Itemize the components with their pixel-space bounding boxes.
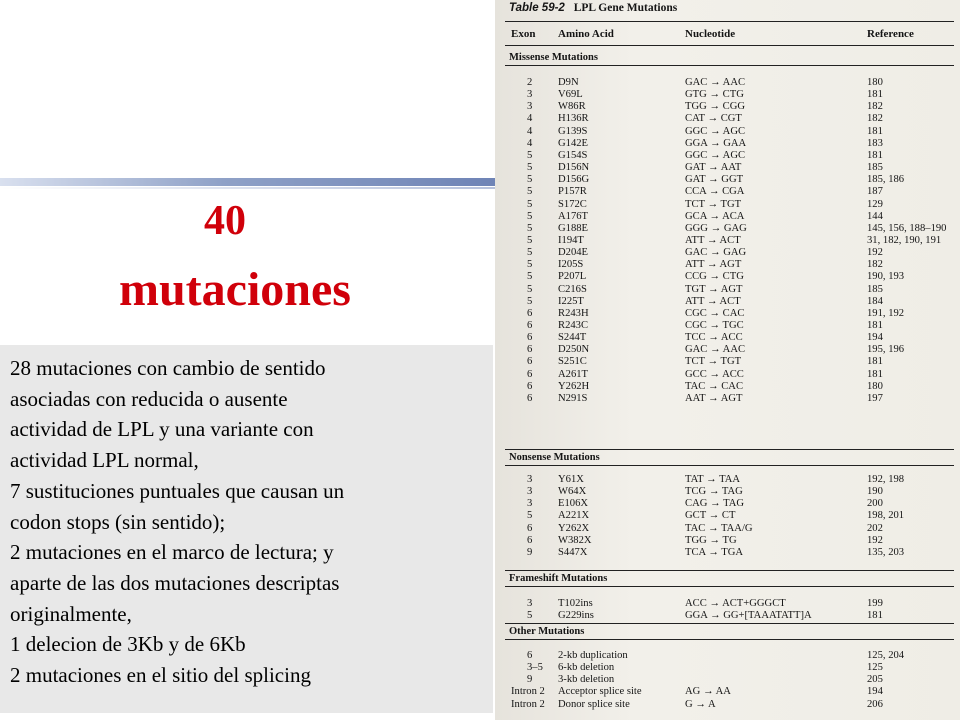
cell-nucleotide: CGC → TGC	[685, 320, 744, 331]
summary-line: originalmente,	[10, 601, 132, 626]
cell-nucleotide: TGG → CGG	[685, 101, 746, 113]
decorative-gradient-line-secondary	[0, 187, 495, 189]
cell-reference: 187	[867, 186, 883, 198]
cell-nucleotide: TAC → TAA/G	[685, 522, 753, 534]
section-title: Nonsense Mutations	[509, 452, 600, 463]
cell-amino-acid: G188E	[558, 222, 589, 234]
cell-reference: 192	[867, 247, 883, 259]
cell-amino-acid: S172C	[558, 198, 587, 210]
cell-nucleotide: ATT → ACT	[685, 234, 741, 246]
cell-exon: 5	[527, 149, 533, 161]
cell-exon: 5	[527, 222, 533, 234]
table-number: Table 59-2	[509, 2, 565, 14]
cell-reference: 125, 204	[867, 650, 905, 661]
table-rule-header	[505, 45, 954, 46]
cell-exon: 6	[527, 307, 533, 319]
cell-amino-acid: T102ins	[558, 598, 593, 609]
cell-amino-acid: S251C	[558, 356, 587, 368]
cell-reference: 182	[867, 113, 883, 125]
cell-reference: 181	[867, 89, 883, 101]
cell-amino-acid: G142E	[558, 137, 589, 149]
cell-exon: 6	[527, 356, 533, 368]
summary-line: 1 delecion de 3Kb y de 6Kb	[10, 632, 246, 657]
section-rule	[505, 570, 954, 571]
cell-exon: 5	[527, 259, 533, 271]
mutation-count: 40	[204, 198, 246, 244]
cell-exon: 6	[527, 650, 533, 661]
cell-nucleotide: GGA → GG+[TAAATATT]A	[685, 610, 812, 622]
cell-amino-acid: G229ins	[558, 610, 594, 622]
cell-reference: 181	[867, 368, 883, 380]
cell-exon: 5	[527, 295, 533, 307]
cell-nucleotide: GAC → AAC	[685, 77, 746, 88]
cell-exon: 5	[527, 610, 533, 622]
cell-amino-acid: G139S	[558, 125, 588, 137]
lpl-mutation-table-scan	[495, 0, 960, 720]
cell-amino-acid: Y262H	[558, 380, 590, 392]
cell-reference: 185	[867, 283, 883, 295]
cell-amino-acid: V69L	[558, 89, 583, 101]
cell-exon: 5	[527, 510, 533, 522]
cell-nucleotide: TGG → TG	[685, 534, 737, 546]
cell-exon: 3	[527, 498, 533, 510]
cell-nucleotide: ATT → ACT	[685, 295, 741, 307]
cell-reference: 185, 186	[867, 174, 905, 186]
cell-reference: 192, 198	[867, 474, 905, 485]
cell-nucleotide: GTG → CTG	[685, 89, 744, 101]
cell-nucleotide: TCG → TAG	[685, 486, 743, 498]
section-underline	[505, 465, 954, 466]
cell-amino-acid: N291S	[558, 392, 588, 404]
cell-exon: 5	[527, 271, 533, 283]
cell-reference: 197	[867, 392, 883, 404]
cell-reference: 198, 201	[867, 510, 905, 522]
cell-reference: 184	[867, 295, 883, 307]
cell-nucleotide: CGC → CAC	[685, 307, 745, 319]
cell-amino-acid: W382X	[558, 534, 592, 546]
cell-exon: 6	[527, 380, 533, 392]
cell-exon: 5	[527, 247, 533, 259]
summary-line: asociadas con reducida o ausente	[10, 386, 288, 411]
cell-reference: 181	[867, 610, 883, 622]
cell-amino-acid: I205S	[558, 259, 584, 271]
cell-nucleotide: GAT → AAT	[685, 162, 742, 174]
cell-amino-acid: A176T	[558, 210, 589, 222]
summary-line: 2 mutaciones en el marco de lectura; y	[10, 540, 334, 565]
summary-line: actividad de LPL y una variante con	[10, 417, 314, 442]
cell-amino-acid: I194T	[558, 234, 584, 246]
cell-amino-acid: Donor splice site	[558, 698, 630, 710]
cell-nucleotide: CCG → CTG	[685, 271, 744, 283]
cell-exon: 3–5	[527, 662, 543, 674]
section-rule	[505, 449, 954, 450]
cell-exon: 6	[527, 522, 533, 534]
cell-nucleotide: TGT → AGT	[685, 283, 743, 295]
summary-line: codon stops (sin sentido);	[10, 509, 226, 534]
section-underline	[505, 65, 954, 66]
section-rule	[505, 623, 954, 624]
cell-nucleotide: TAT → TAA	[685, 474, 740, 485]
cell-nucleotide: GGC → AGC	[685, 125, 746, 137]
cell-nucleotide: GAC → GAG	[685, 247, 747, 259]
cell-amino-acid: D250N	[558, 344, 590, 356]
cell-amino-acid: 3-kb deletion	[558, 674, 615, 686]
cell-nucleotide: GGG → GAG	[685, 222, 747, 234]
cell-nucleotide: GGC → AGC	[685, 149, 746, 161]
cell-nucleotide: GAC → AAC	[685, 344, 746, 356]
cell-reference: 181	[867, 149, 883, 161]
header-amino-acid: Amino Acid	[558, 28, 614, 40]
section-underline	[505, 586, 954, 587]
cell-exon: 4	[527, 137, 533, 149]
cell-exon: Intron 2	[511, 686, 545, 698]
cell-nucleotide: GCC → ACC	[685, 368, 744, 380]
slide-title: mutaciones	[119, 263, 351, 316]
cell-exon: 6	[527, 320, 533, 331]
cell-amino-acid: S447X	[558, 546, 588, 558]
cell-nucleotide: CAG → TAG	[685, 498, 744, 510]
cell-reference: 185	[867, 162, 883, 174]
cell-reference: 200	[867, 498, 883, 510]
cell-nucleotide: CCA → CGA	[685, 186, 745, 198]
cell-reference: 190, 193	[867, 271, 905, 283]
cell-amino-acid: I225T	[558, 295, 584, 307]
cell-nucleotide: TCA → TGA	[685, 546, 744, 558]
cell-amino-acid: R243H	[558, 307, 589, 319]
summary-line: 7 sustituciones puntuales que causan un	[10, 478, 345, 503]
cell-exon: 6	[527, 332, 533, 344]
cell-exon: 4	[527, 113, 533, 125]
cell-exon: 5	[527, 186, 533, 198]
table-rule-top	[505, 21, 954, 22]
cell-reference: 181	[867, 320, 883, 331]
cell-amino-acid: P157R	[558, 186, 587, 198]
cell-amino-acid: 2-kb duplication	[558, 650, 628, 661]
cell-reference: 194	[867, 686, 883, 698]
cell-amino-acid: C216S	[558, 283, 587, 295]
cell-reference: 125	[867, 662, 883, 674]
cell-reference: 194	[867, 332, 883, 344]
table-name: LPL Gene Mutations	[573, 2, 678, 14]
cell-exon: 6	[527, 534, 533, 546]
cell-exon: 3	[527, 474, 533, 485]
cell-nucleotide: TAC → CAC	[685, 380, 744, 392]
summary-textbox	[0, 345, 493, 713]
cell-amino-acid: R243C	[558, 320, 589, 331]
cell-amino-acid: E106X	[558, 498, 589, 510]
cell-reference: 190	[867, 486, 883, 498]
decorative-gradient-line	[0, 178, 495, 186]
summary-line: 2 mutaciones en el sitio del splicing	[10, 663, 311, 688]
cell-exon: 5	[527, 210, 533, 222]
cell-reference: 144	[867, 210, 883, 222]
cell-nucleotide: GCA → ACA	[685, 210, 745, 222]
cell-reference: 191, 192	[867, 307, 905, 319]
cell-amino-acid: D9N	[558, 77, 579, 88]
cell-exon: 5	[527, 162, 533, 174]
cell-amino-acid: A221X	[558, 510, 590, 522]
cell-amino-acid: G154S	[558, 149, 588, 161]
cell-reference: 31, 182, 190, 191	[867, 234, 942, 246]
cell-nucleotide: ATT → AGT	[685, 259, 742, 271]
cell-exon: 3	[527, 486, 533, 498]
summary-line: 28 mutaciones con cambio de sentido	[10, 356, 326, 380]
cell-reference: 183	[867, 137, 883, 149]
cell-exon: 3	[527, 598, 533, 609]
cell-nucleotide: GAT → GGT	[685, 174, 744, 186]
section-title: Frameshift Mutations	[509, 573, 608, 584]
cell-amino-acid: D156G	[558, 174, 590, 186]
section-underline	[505, 639, 954, 640]
cell-amino-acid: Y61X	[558, 474, 584, 485]
section-title: Other Mutations	[509, 626, 585, 637]
cell-exon: 6	[527, 392, 533, 404]
cell-nucleotide: TCC → ACC	[685, 332, 743, 344]
cell-nucleotide: ACC → ACT+GGGCT	[685, 598, 786, 609]
cell-reference: 192	[867, 534, 883, 546]
cell-nucleotide: TCT → TGT	[685, 356, 742, 368]
cell-amino-acid: Acceptor splice site	[558, 686, 642, 698]
cell-nucleotide: TCT → TGT	[685, 198, 742, 210]
cell-exon: 3	[527, 101, 533, 113]
cell-amino-acid: P207L	[558, 271, 587, 283]
table-caption	[509, 2, 677, 14]
cell-reference: 129	[867, 198, 883, 210]
cell-exon: 5	[527, 234, 533, 246]
cell-exon: 2	[527, 77, 533, 88]
cell-reference: 202	[867, 522, 883, 534]
cell-amino-acid: 6-kb deletion	[558, 662, 615, 674]
cell-reference: 180	[867, 380, 883, 392]
cell-reference: 182	[867, 259, 883, 271]
cell-reference: 182	[867, 101, 883, 113]
cell-exon: 9	[527, 546, 533, 558]
cell-reference: 199	[867, 598, 883, 609]
cell-reference: 206	[867, 698, 883, 710]
cell-exon: 5	[527, 283, 533, 295]
cell-amino-acid: D156N	[558, 162, 590, 174]
cell-exon: 5	[527, 198, 533, 210]
cell-amino-acid: W86R	[558, 101, 586, 113]
cell-exon: 6	[527, 368, 533, 380]
cell-reference: 145, 156, 188–190	[867, 222, 947, 234]
cell-exon: Intron 2	[511, 698, 545, 710]
cell-nucleotide: CAT → CGT	[685, 113, 742, 125]
cell-amino-acid: W64X	[558, 486, 587, 498]
cell-reference: 205	[867, 674, 883, 686]
section-title: Missense Mutations	[509, 52, 598, 63]
cell-nucleotide: AG → AA	[685, 686, 731, 698]
header-nucleotide: Nucleotide	[685, 28, 736, 40]
cell-exon: 5	[527, 174, 533, 186]
cell-reference: 181	[867, 356, 883, 368]
header-exon: Exon	[511, 28, 536, 40]
cell-amino-acid: D204E	[558, 247, 589, 259]
cell-amino-acid: Y262X	[558, 522, 590, 534]
summary-line: aparte de las dos mutaciones descriptas	[10, 570, 340, 595]
cell-exon: 4	[527, 125, 533, 137]
cell-nucleotide: GCT → CT	[685, 510, 736, 522]
cell-amino-acid: H136R	[558, 113, 589, 125]
cell-nucleotide: GGA → GAA	[685, 137, 747, 149]
cell-reference: 135, 203	[867, 546, 905, 558]
cell-exon: 3	[527, 89, 533, 101]
cell-exon: 6	[527, 344, 533, 356]
cell-amino-acid: A261T	[558, 368, 589, 380]
cell-nucleotide: AAT → AGT	[685, 392, 743, 404]
cell-reference: 195, 196	[867, 344, 905, 356]
cell-nucleotide: G → A	[685, 698, 716, 710]
header-reference: Reference	[867, 28, 914, 40]
cell-amino-acid: S244T	[558, 332, 587, 344]
cell-reference: 180	[867, 77, 883, 88]
cell-reference: 181	[867, 125, 883, 137]
summary-line: actividad LPL normal,	[10, 448, 199, 473]
cell-exon: 9	[527, 674, 533, 686]
